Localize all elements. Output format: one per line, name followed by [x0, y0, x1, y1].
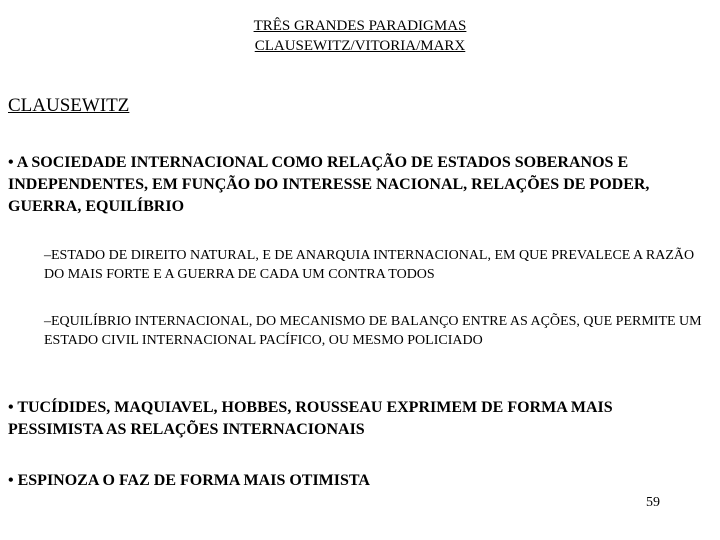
- bullet-item-1: [8, 152, 708, 218]
- section-heading: CLAUSEWITZ: [8, 95, 130, 116]
- bullet-item-2: [8, 397, 708, 441]
- slide-title-line-2: CLAUSEWITZ/VITORIA/MARX: [254, 38, 466, 54]
- sub-bullet-item-2: –EQUILÍBRIO INTERNACIONAL, DO MECANISMO DE BALANÇO ENTRE AS AÇÕES, QUE PERMITE UM ESTADO CIVIL INTERNACIONAL PACÍFICO, OU MESMO POLICIADO: [44, 314, 702, 348]
- page-number: 59: [646, 495, 660, 510]
- sub-bullet-item-1: –ESTADO DE DIREITO NATURAL, E DE ANARQUIA INTERNACIONAL, EM QUE PREVALECE A RAZÃO DO MAIS FORTE E A GUERRA DE CADA UM CONTRA TODOS: [44, 248, 695, 282]
- bullet-marker: •: [8, 154, 14, 171]
- slide-title-line-1: TRÊS GRANDES PARADIGMAS: [253, 18, 467, 34]
- bullet-item-3: [8, 470, 708, 492]
- bullet-text: ESPINOZA O FAZ DE FORMA MAIS OTIMISTA: [17, 472, 370, 489]
- bullet-text: TUCÍDIDES, MAQUIAVEL, HOBBES, ROUSSEAU EXPRIMEM DE FORMA MAIS PESSIMISTA AS RELAÇÕES INTERNACIONAIS: [8, 399, 613, 438]
- bullet-marker: •: [8, 399, 14, 416]
- bullet-marker: •: [8, 472, 14, 489]
- bullet-text: A SOCIEDADE INTERNACIONAL COMO RELAÇÃO DE ESTADOS SOBERANOS E INDEPENDENTES, EM FUNÇÃO DO INTERESSE NACIONAL, RELAÇÕES DE PODER, GUERRA, EQUILÍBRIO: [8, 154, 650, 215]
- slide-title: [0, 16, 720, 56]
